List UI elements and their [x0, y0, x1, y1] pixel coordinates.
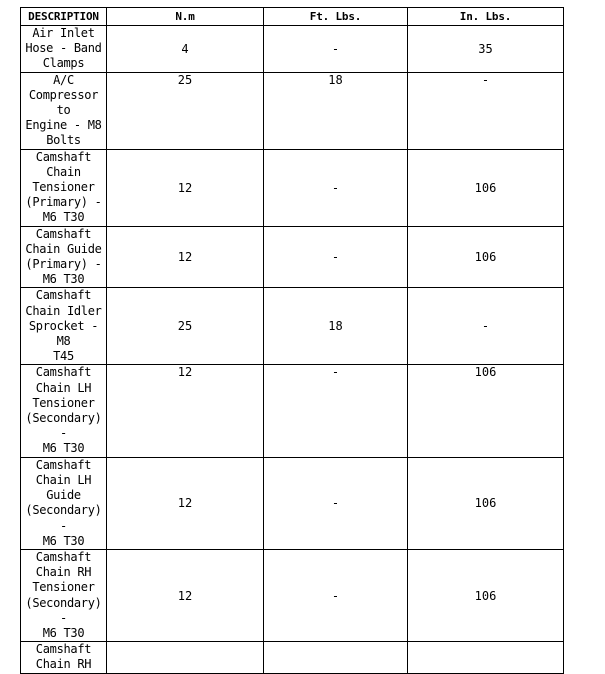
- row-description: [21, 26, 107, 73]
- torque-spec-sheet: [20, 7, 563, 674]
- description-line: Camshaft: [35, 549, 92, 564]
- description-line: Chain LH: [35, 472, 92, 487]
- description-line: Chain Guide: [25, 241, 102, 256]
- row-description: [21, 457, 107, 549]
- row-description: [21, 549, 107, 641]
- description-line: (Primary) -: [25, 195, 102, 210]
- header-description: DESCRIPTION: [21, 8, 107, 26]
- description-line: A/C: [53, 72, 74, 87]
- table-header: [21, 8, 564, 26]
- description-line: (Secondary) -: [25, 503, 102, 533]
- table-row: [21, 149, 564, 226]
- description-line: Tensioner: [32, 580, 95, 595]
- description-line: Hose - Band: [25, 41, 102, 56]
- description-line: Camshaft: [35, 288, 92, 303]
- row-nm-value: 25: [107, 288, 264, 365]
- row-description: [21, 365, 107, 457]
- row-ft-lbs-value: 18: [264, 72, 408, 149]
- table-row: [21, 457, 564, 549]
- description-line: Bolts: [46, 133, 81, 148]
- row-ft-lbs-value: -: [264, 457, 408, 549]
- description-line: Chain Idler: [25, 303, 102, 318]
- torque-spec-table: [20, 7, 564, 674]
- header-in-lbs: In. Lbs.: [408, 8, 564, 26]
- table-row: [21, 72, 564, 149]
- table-row: [21, 549, 564, 641]
- description-line: Compressor to: [28, 87, 99, 118]
- description-line: Chain: [46, 164, 81, 179]
- table-row: [21, 365, 564, 457]
- description-line: Camshaft: [35, 642, 92, 657]
- row-ft-lbs-value: -: [264, 365, 408, 457]
- row-in-lbs-value: 106: [408, 457, 564, 549]
- row-description: [21, 72, 107, 149]
- description-line: M6 T30: [42, 441, 85, 456]
- row-nm-value: 12: [107, 149, 264, 226]
- row-in-lbs-value: [408, 642, 564, 673]
- description-line: Chain LH: [35, 380, 92, 395]
- description-line: Air Inlet: [32, 26, 95, 40]
- row-in-lbs-value: -: [408, 288, 564, 365]
- row-description: [21, 288, 107, 365]
- description-line: (Secondary) -: [25, 411, 102, 441]
- header-nm: N.m: [107, 8, 264, 26]
- description-line: M6 T30: [42, 210, 85, 225]
- description-line: Tensioner: [32, 395, 95, 410]
- description-line: (Primary) -: [25, 257, 102, 272]
- description-line: (Secondary) -: [25, 595, 102, 625]
- description-line: Clamps: [42, 56, 85, 71]
- description-line: Engine - M8: [25, 118, 102, 133]
- row-nm-value: 12: [107, 457, 264, 549]
- description-line: Chain RH: [35, 657, 92, 672]
- row-nm-value: 12: [107, 365, 264, 457]
- table-row: [21, 642, 564, 673]
- table-row: [21, 226, 564, 288]
- description-line: Camshaft: [35, 149, 92, 164]
- row-in-lbs-value: 35: [408, 26, 564, 73]
- row-nm-value: 25: [107, 72, 264, 149]
- row-in-lbs-value: 106: [408, 549, 564, 641]
- row-ft-lbs-value: -: [264, 226, 408, 288]
- row-in-lbs-value: 106: [408, 365, 564, 457]
- row-ft-lbs-value: -: [264, 26, 408, 73]
- row-description: [21, 642, 107, 673]
- header-row: [21, 8, 564, 26]
- table-row: [21, 288, 564, 365]
- header-ft-lbs: Ft. Lbs.: [264, 8, 408, 26]
- row-ft-lbs-value: -: [264, 549, 408, 641]
- row-nm-value: 12: [107, 549, 264, 641]
- row-nm-value: 4: [107, 26, 264, 73]
- row-description: [21, 226, 107, 288]
- row-in-lbs-value: -: [408, 72, 564, 149]
- description-line: Camshaft: [35, 226, 92, 241]
- description-line: M6 T30: [42, 272, 85, 287]
- row-in-lbs-value: 106: [408, 226, 564, 288]
- description-line: Camshaft: [35, 365, 92, 380]
- description-line: M6 T30: [42, 533, 85, 548]
- table-row: [21, 26, 564, 73]
- row-ft-lbs-value: -: [264, 149, 408, 226]
- row-in-lbs-value: 106: [408, 149, 564, 226]
- description-line: Guide: [46, 488, 81, 503]
- table-body: [21, 26, 564, 674]
- description-line: M6 T30: [42, 625, 85, 640]
- row-description: [21, 149, 107, 226]
- description-line: Chain RH: [35, 565, 92, 580]
- row-ft-lbs-value: [264, 642, 408, 673]
- description-line: Sprocket - M8: [28, 318, 99, 349]
- row-ft-lbs-value: 18: [264, 288, 408, 365]
- row-nm-value: [107, 642, 264, 673]
- row-nm-value: 12: [107, 226, 264, 288]
- description-line: T45: [53, 349, 74, 364]
- description-line: Camshaft: [35, 457, 92, 472]
- description-line: Tensioner: [32, 180, 95, 195]
